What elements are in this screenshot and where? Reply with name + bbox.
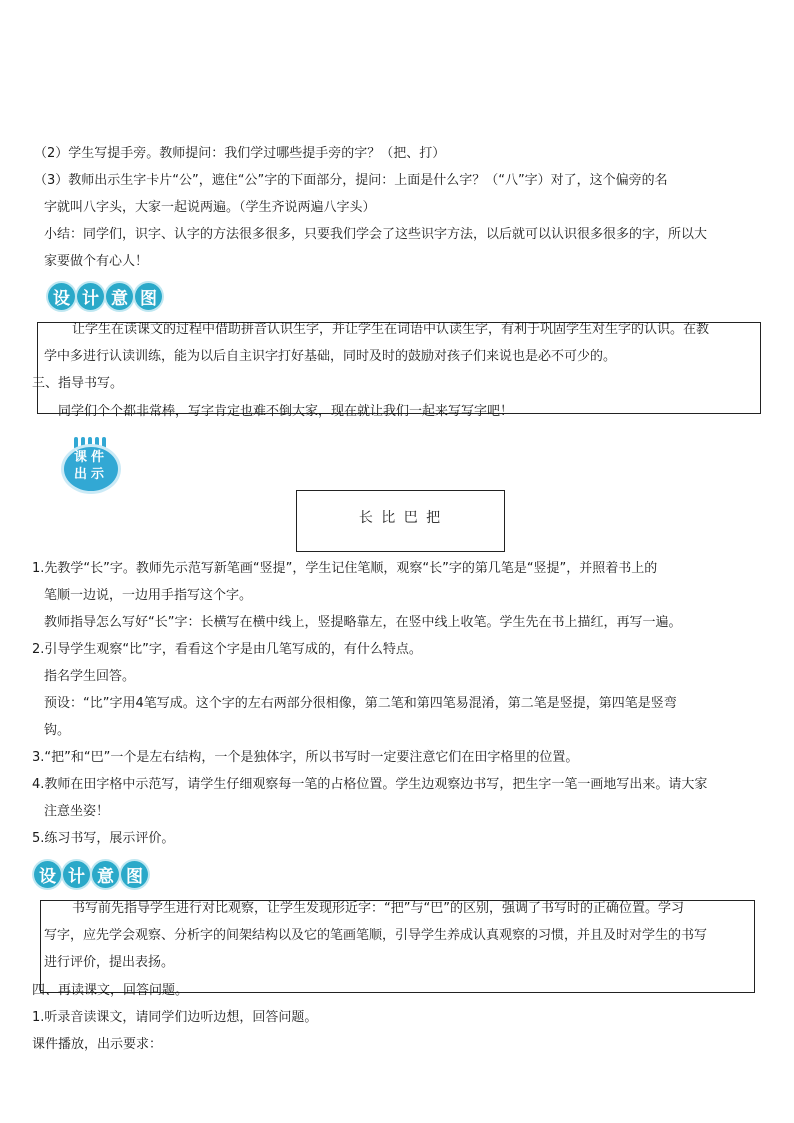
courseware-show-label: 课件出示: [73, 450, 108, 482]
text-line: （2）学生写提手旁。教师提问：我们学过哪些提手旁的字？（把、打）: [34, 146, 446, 161]
text-line: 预设：“比”字用4笔写成。这个字的左右两部分很相像，第二笔和第四笔易混淆，第二笔是竖提，第四笔是竖弯: [44, 696, 677, 711]
section-heading: 三、指导书写。: [32, 376, 124, 391]
text-line: 笔顺一边说，一边用手指写这个字。: [44, 588, 253, 603]
text-line: 1.听录音读课文，请同学们边听边想，回答问题。: [32, 1010, 318, 1025]
text-line: 2.引导学生观察“比”字，看看这个字是由几笔写成的，有什么特点。: [32, 642, 422, 657]
badge-char: 图: [121, 861, 148, 888]
design-text-line: 书写前先指导学生进行对比观察，让学生发现形近字：“把”与“巴”的区别，强调了书写时的正确位置。学习: [72, 901, 684, 916]
text-line: 指名学生回答。: [44, 669, 136, 684]
text-line: 钩。: [44, 723, 71, 738]
design-intent-badge: [34, 861, 148, 888]
design-text-line: 学中多进行认读训练，能为以后自主识字打好基础，同时及时的鼓励对孩子们来说也是必不可少的。: [44, 349, 617, 364]
text-line: 教师指导怎么写好“长”字：长横写在横中线上，竖提略靠左，在竖中线上收笔。学生先在书上描红，再写一遍。: [44, 615, 682, 630]
courseware-show-icon: [62, 435, 120, 491]
text-line: 5.练习书写，展示评价。: [32, 831, 175, 846]
text-line: 小结：同学们，识字、认字的方法很多很多，只要我们学会了这些识字方法，以后就可以认识很多很多的字，所以大: [44, 227, 708, 242]
text-line: 同学们个个都非常棒，写字肯定也难不倒大家，现在就让我们一起来写写字吧！: [58, 404, 514, 419]
design-text-line: 让学生在读课文的过程中借助拼音认识生字，并让学生在词语中认读生字，有利于巩固学生对生字的认识。在教: [72, 322, 710, 337]
card-characters: 长 比 巴 把: [358, 510, 443, 526]
character-card: [296, 490, 505, 552]
section-heading: 四、再读课文，回答问题。: [32, 983, 189, 998]
badge-char: 设: [48, 283, 75, 310]
text-line: 1.先教学“长”字。教师先示范写新笔画“竖提”，学生记住笔顺，观察“长”字的第几笔是“竖提”，并照着书上的: [32, 561, 658, 576]
badge-char: 意: [92, 861, 119, 888]
badge-char: 计: [77, 283, 104, 310]
text-line: 家要做个有心人！: [44, 254, 149, 269]
text-line: 课件播放，出示要求：: [32, 1037, 163, 1052]
design-text-line: 进行评价，提出表扬。: [44, 955, 175, 970]
design-text-line: 写字，应先学会观察、分析字的间架结构以及它的笔画笔顺，引导学生养成认真观察的习惯，并且及时对学生的书写: [44, 928, 708, 943]
design-intent-badge: [48, 283, 162, 310]
text-line: 字就叫八字头，大家一起说两遍。（学生齐说两遍八字头）: [44, 200, 376, 215]
badge-char: 意: [106, 283, 133, 310]
text-line: 注意坐姿！: [44, 804, 110, 819]
badge-char: 计: [63, 861, 90, 888]
text-line: 3.“把”和“巴”一个是左右结构，一个是独体字，所以书写时一定要注意它们在田字格里的位置。: [32, 750, 579, 765]
badge-char: 设: [34, 861, 61, 888]
badge-char: 图: [135, 283, 162, 310]
text-line: （3）教师出示生字卡片“公”，遮住“公”字的下面部分，提问：上面是什么字？（“八”字）对了，这个偏旁的名: [34, 173, 668, 188]
text-line: 4.教师在田字格中示范写，请学生仔细观察每一笔的占格位置。学生边观察边书写，把生字一笔一画地写出来。请大家: [32, 777, 708, 792]
